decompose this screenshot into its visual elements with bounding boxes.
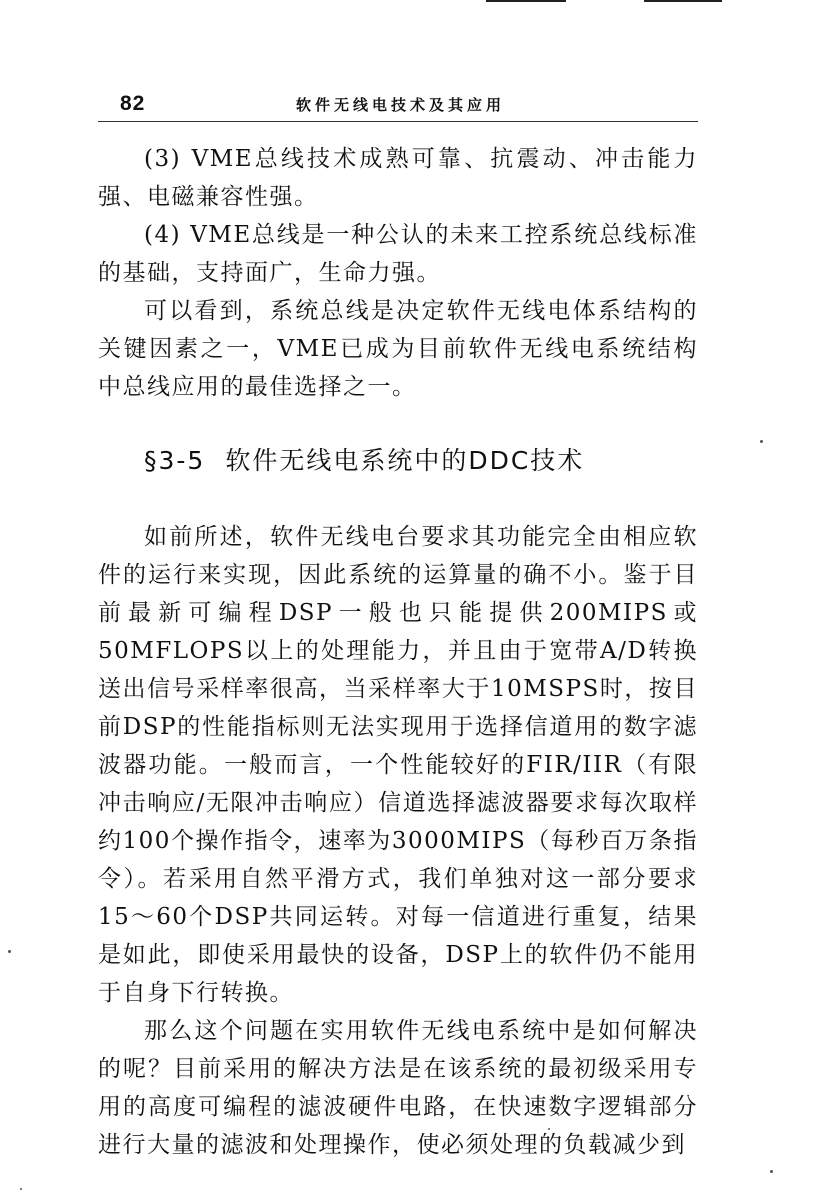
- scan-speck: [770, 1170, 773, 1173]
- paragraph-ddc-intro: 如前所述，软件无线电台要求其功能完全由相应软件的运行来实现，因此系统的运算量的确不小。鉴于目前最新可编程DSP一般也只能提供200MIPS或50MFLOPS以上的处理能力，并且由于宽带A/D转换送出信号采样率很高，当采样率大于10MSPS时，按目前DSP的性能指标则无法实现用于选择信道用的数字滤波器功能。一般而言，一个性能较好的FIR/IIR（有限冲击响应/无限冲击响应）信道选择滤波器要求每次取样约100个操作指令，速率为3000MIPS（每秒百万条指令）。若采用自然平滑方式，我们单独对这一部分要求15～60个DSP共同运转。对每一信道进行重复，结果是如此，即使采用最快的设备，DSP上的软件仍不能用于自身下行转换。: [98, 524, 698, 1006]
- paragraph-bus-conclusion: 可以看到，系统总线是决定软件无线电体系结构的关键因素之一，VME已成为目前软件无线电系统结构中总线应用的最佳选择之一。: [98, 298, 698, 400]
- page-body: [98, 140, 698, 1164]
- scan-speck: [20, 1188, 22, 1190]
- scan-speck: [8, 950, 11, 953]
- paragraph-ddc-solution: 那么这个问题在实用软件无线电系统中是如何解决的呢？目前采用的解决方法是在该系统的最初级采用专用的高度可编程的滤波硬件电路，在快速数字逻辑部分进行大量的滤波和处理操作，使必须处理的负载减少到: [98, 1018, 698, 1158]
- scan-speck: [548, 1128, 550, 1130]
- page-number: 82: [120, 92, 146, 115]
- paragraph-vme-reliability: (3) VME总线技术成熟可靠、抗震动、冲击能力强、电磁兼容性强。: [98, 146, 698, 210]
- section-number: §3-5: [144, 446, 206, 475]
- scan-mark-top-left: [486, 0, 566, 2]
- paragraph-vme-standard: (4) VME总线是一种公认的未来工控系统总线标准的基础，支持面广，生命力强。: [98, 222, 698, 286]
- section-heading: [98, 442, 698, 480]
- running-title: 软件无线电技术及其应用: [296, 96, 506, 114]
- scan-speck: [760, 440, 763, 443]
- header-rule: [98, 121, 698, 122]
- scan-mark-top-right: [644, 0, 722, 2]
- section-title: 软件无线电系统中的DDC技术: [225, 446, 585, 475]
- page-header: [98, 86, 698, 122]
